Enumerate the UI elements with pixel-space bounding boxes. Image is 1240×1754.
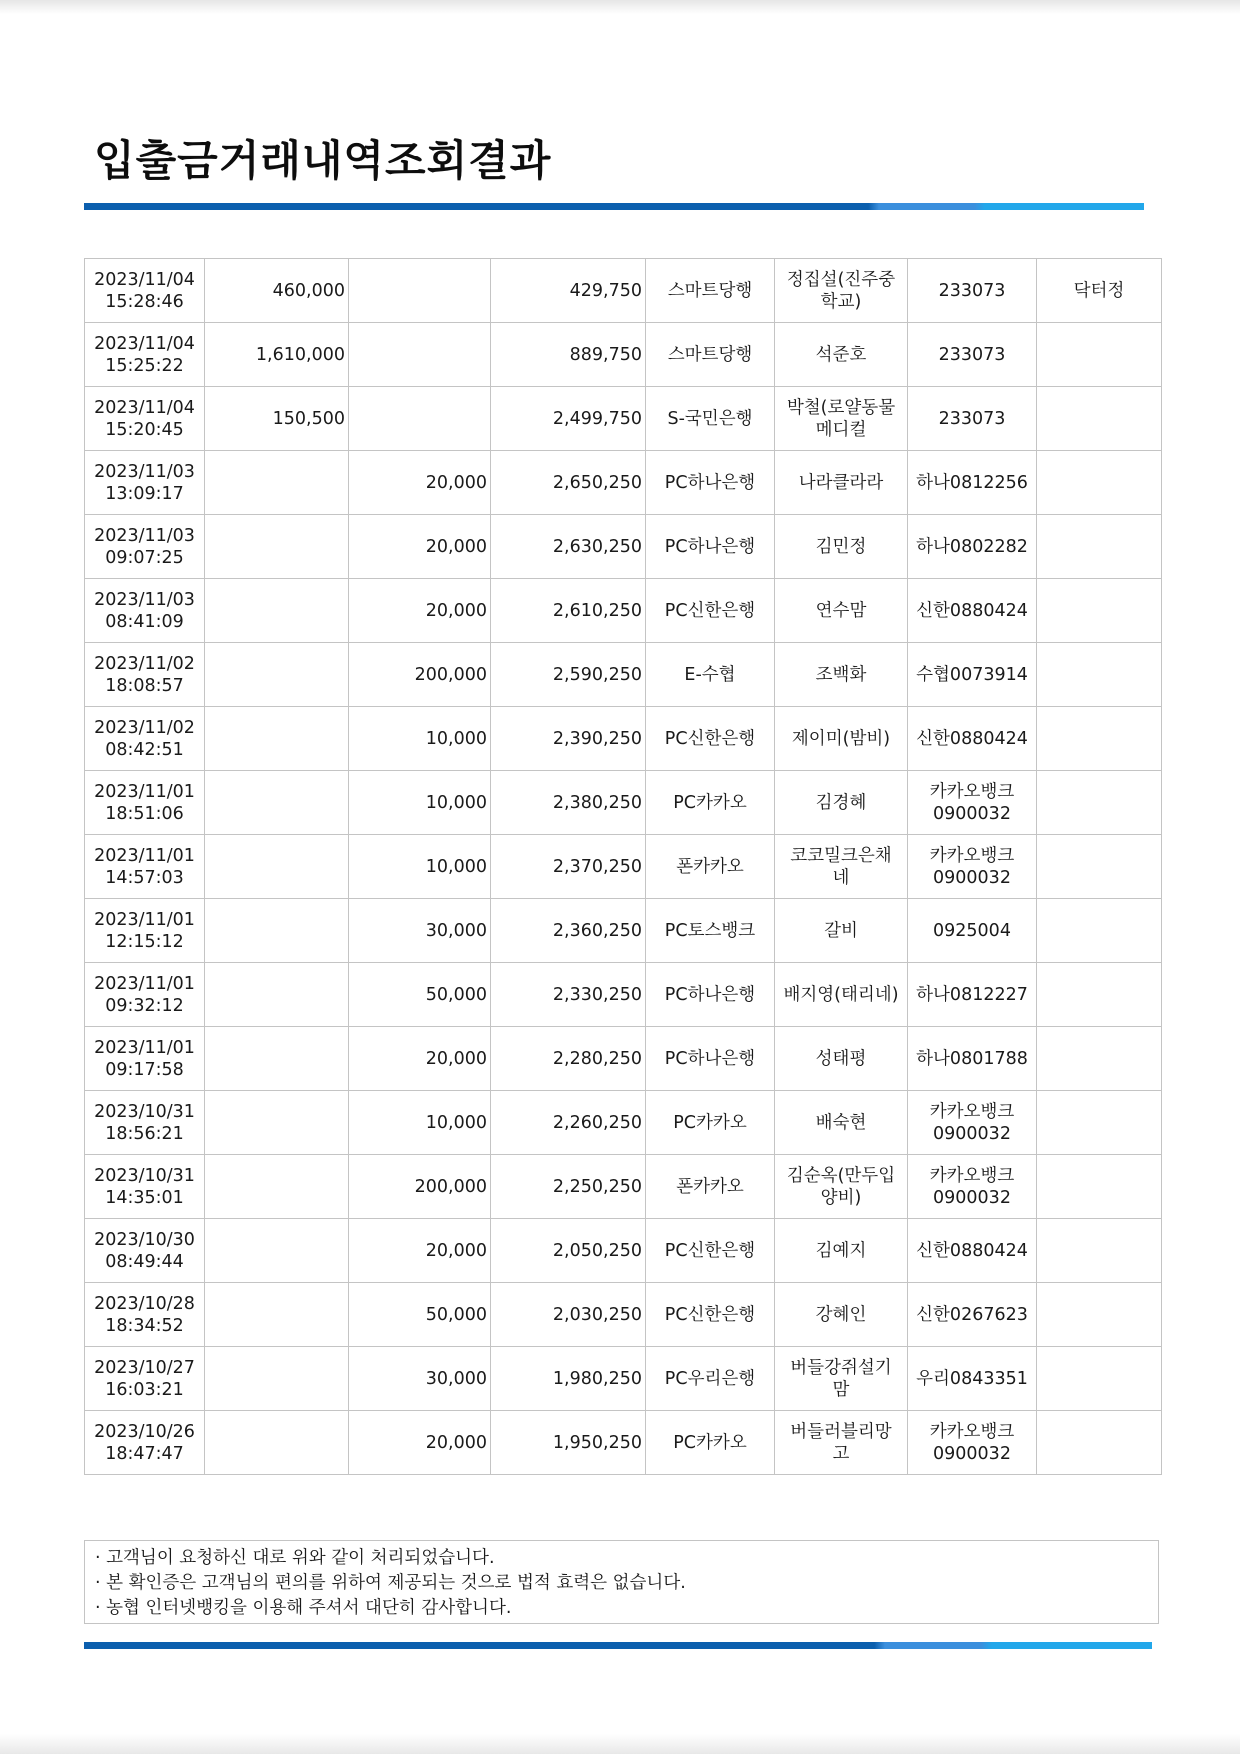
table-row: [85, 963, 1162, 1027]
cell-withdrawal: 10,000: [349, 707, 491, 771]
cell-deposit: [205, 515, 349, 579]
cell-account: 카카오뱅크 0900032: [908, 1411, 1037, 1475]
cell-counterparty: 박철(로얄동물 메디컬: [775, 387, 908, 451]
cell-datetime: 2023/11/04 15:25:22: [85, 323, 205, 387]
cell-channel: PC신한은행: [646, 707, 775, 771]
table-row: [85, 387, 1162, 451]
cell-counterparty: 김민정: [775, 515, 908, 579]
transaction-rows: [85, 259, 1162, 1475]
cell-deposit: [205, 643, 349, 707]
table-row: [85, 707, 1162, 771]
table-row: [85, 1155, 1162, 1219]
cell-withdrawal: 200,000: [349, 643, 491, 707]
cell-channel: 폰카카오: [646, 1155, 775, 1219]
cell-account: 신한0880424: [908, 707, 1037, 771]
cell-datetime: 2023/10/28 18:34:52: [85, 1283, 205, 1347]
cell-counterparty: 버들러블리망 고: [775, 1411, 908, 1475]
cell-memo: [1037, 515, 1162, 579]
cell-deposit: 460,000: [205, 259, 349, 323]
cell-memo: [1037, 1411, 1162, 1475]
cell-counterparty: 나라클라라: [775, 451, 908, 515]
cell-deposit: [205, 1155, 349, 1219]
cell-deposit: [205, 1347, 349, 1411]
cell-channel: PC우리은행: [646, 1347, 775, 1411]
cell-memo: [1037, 579, 1162, 643]
cell-memo: [1037, 1155, 1162, 1219]
table-row: [85, 451, 1162, 515]
cell-withdrawal: 20,000: [349, 1219, 491, 1283]
cell-deposit: [205, 1027, 349, 1091]
cell-account: 하나0802282: [908, 515, 1037, 579]
cell-balance: 2,370,250: [491, 835, 646, 899]
cell-balance: 2,610,250: [491, 579, 646, 643]
cell-memo: [1037, 963, 1162, 1027]
cell-channel: PC카카오: [646, 771, 775, 835]
cell-datetime: 2023/11/01 09:32:12: [85, 963, 205, 1027]
cell-account: 신한0267623: [908, 1283, 1037, 1347]
cell-balance: 2,280,250: [491, 1027, 646, 1091]
cell-memo: [1037, 323, 1162, 387]
cell-counterparty: 김순옥(만두입 양비): [775, 1155, 908, 1219]
cell-balance: 2,499,750: [491, 387, 646, 451]
notice-box: [84, 1540, 1159, 1624]
cell-channel: PC신한은행: [646, 1283, 775, 1347]
cell-account: 하나0812227: [908, 963, 1037, 1027]
cell-account: 신한0880424: [908, 579, 1037, 643]
cell-channel: PC하나은행: [646, 963, 775, 1027]
page-bottom-shadow: [0, 1734, 1240, 1754]
cell-deposit: [205, 1283, 349, 1347]
cell-deposit: 150,500: [205, 387, 349, 451]
cell-balance: 2,250,250: [491, 1155, 646, 1219]
table-row: [85, 1283, 1162, 1347]
cell-withdrawal: 10,000: [349, 835, 491, 899]
cell-memo: [1037, 1091, 1162, 1155]
cell-channel: 폰카카오: [646, 835, 775, 899]
cell-datetime: 2023/11/02 08:42:51: [85, 707, 205, 771]
table-row: [85, 1411, 1162, 1475]
cell-balance: 889,750: [491, 323, 646, 387]
table-row: [85, 323, 1162, 387]
cell-deposit: [205, 1091, 349, 1155]
table-row: [85, 899, 1162, 963]
notice-line: · 농협 인터넷뱅킹을 이용해 주셔서 대단히 감사합니다.: [95, 1598, 512, 1618]
cell-counterparty: 배지영(태리네): [775, 963, 908, 1027]
cell-datetime: 2023/11/04 15:20:45: [85, 387, 205, 451]
cell-account: 카카오뱅크 0900032: [908, 771, 1037, 835]
cell-counterparty: 강혜인: [775, 1283, 908, 1347]
page-title: 입출금거래내역조회결과: [94, 136, 552, 185]
cell-deposit: [205, 451, 349, 515]
cell-deposit: [205, 899, 349, 963]
cell-deposit: 1,610,000: [205, 323, 349, 387]
cell-counterparty: 성태평: [775, 1027, 908, 1091]
table-row: [85, 259, 1162, 323]
cell-balance: 2,590,250: [491, 643, 646, 707]
notice-line: · 본 확인증은 고객님의 편의를 위하여 제공되는 것으로 법적 효력은 없습니다.: [95, 1573, 686, 1593]
cell-balance: 1,980,250: [491, 1347, 646, 1411]
cell-withdrawal: 50,000: [349, 963, 491, 1027]
table-row: [85, 579, 1162, 643]
cell-datetime: 2023/10/27 16:03:21: [85, 1347, 205, 1411]
cell-withdrawal: 30,000: [349, 899, 491, 963]
cell-memo: [1037, 1219, 1162, 1283]
cell-datetime: 2023/11/03 09:07:25: [85, 515, 205, 579]
cell-balance: 1,950,250: [491, 1411, 646, 1475]
cell-balance: 2,630,250: [491, 515, 646, 579]
cell-memo: [1037, 387, 1162, 451]
cell-channel: PC카카오: [646, 1091, 775, 1155]
cell-account: 하나0801788: [908, 1027, 1037, 1091]
cell-memo: [1037, 707, 1162, 771]
cell-deposit: [205, 963, 349, 1027]
cell-counterparty: 조백화: [775, 643, 908, 707]
cell-datetime: 2023/11/03 13:09:17: [85, 451, 205, 515]
cell-memo: 닥터정: [1037, 259, 1162, 323]
cell-balance: 2,390,250: [491, 707, 646, 771]
cell-withdrawal: 30,000: [349, 1347, 491, 1411]
cell-withdrawal: 10,000: [349, 1091, 491, 1155]
cell-withdrawal: 20,000: [349, 579, 491, 643]
cell-datetime: 2023/10/31 18:56:21: [85, 1091, 205, 1155]
transaction-table: [84, 258, 1162, 1475]
cell-channel: PC신한은행: [646, 579, 775, 643]
table-row: [85, 643, 1162, 707]
cell-channel: PC하나은행: [646, 515, 775, 579]
cell-counterparty: 코코밀크은채 네: [775, 835, 908, 899]
cell-deposit: [205, 1411, 349, 1475]
cell-withdrawal: 20,000: [349, 1411, 491, 1475]
cell-datetime: 2023/11/01 12:15:12: [85, 899, 205, 963]
cell-account: 233073: [908, 323, 1037, 387]
cell-counterparty: 정집설(진주중 학교): [775, 259, 908, 323]
cell-datetime: 2023/11/02 18:08:57: [85, 643, 205, 707]
cell-counterparty: 제이미(밤비): [775, 707, 908, 771]
table-row: [85, 835, 1162, 899]
cell-balance: 2,360,250: [491, 899, 646, 963]
cell-withdrawal: [349, 387, 491, 451]
cell-channel: S-국민은행: [646, 387, 775, 451]
cell-counterparty: 배숙현: [775, 1091, 908, 1155]
cell-withdrawal: 200,000: [349, 1155, 491, 1219]
cell-account: 0925004: [908, 899, 1037, 963]
cell-channel: E-수협: [646, 643, 775, 707]
cell-counterparty: 석준호: [775, 323, 908, 387]
cell-account: 카카오뱅크 0900032: [908, 1155, 1037, 1219]
footer-divider: [84, 1642, 1152, 1649]
cell-memo: [1037, 1027, 1162, 1091]
cell-withdrawal: 10,000: [349, 771, 491, 835]
table-row: [85, 515, 1162, 579]
cell-account: 카카오뱅크 0900032: [908, 1091, 1037, 1155]
cell-deposit: [205, 771, 349, 835]
notice-line: · 고객님이 요청하신 대로 위와 같이 처리되었습니다.: [95, 1548, 495, 1568]
cell-memo: [1037, 899, 1162, 963]
cell-counterparty: 갈비: [775, 899, 908, 963]
cell-memo: [1037, 451, 1162, 515]
cell-balance: 2,030,250: [491, 1283, 646, 1347]
cell-channel: PC카카오: [646, 1411, 775, 1475]
table-row: [85, 771, 1162, 835]
cell-memo: [1037, 835, 1162, 899]
cell-channel: PC하나은행: [646, 451, 775, 515]
cell-datetime: 2023/10/30 08:49:44: [85, 1219, 205, 1283]
cell-datetime: 2023/11/03 08:41:09: [85, 579, 205, 643]
cell-withdrawal: 50,000: [349, 1283, 491, 1347]
cell-channel: PC토스뱅크: [646, 899, 775, 963]
cell-datetime: 2023/11/04 15:28:46: [85, 259, 205, 323]
cell-balance: 2,330,250: [491, 963, 646, 1027]
cell-datetime: 2023/11/01 14:57:03: [85, 835, 205, 899]
cell-account: 233073: [908, 259, 1037, 323]
page-top-shadow: [0, 0, 1240, 14]
cell-memo: [1037, 1347, 1162, 1411]
cell-withdrawal: 20,000: [349, 515, 491, 579]
cell-withdrawal: [349, 323, 491, 387]
cell-counterparty: 김경혜: [775, 771, 908, 835]
cell-channel: 스마트당행: [646, 259, 775, 323]
cell-memo: [1037, 1283, 1162, 1347]
title-divider: [84, 203, 1144, 210]
table-row: [85, 1027, 1162, 1091]
cell-counterparty: 버들강쥐설기 맘: [775, 1347, 908, 1411]
cell-account: 하나0812256: [908, 451, 1037, 515]
cell-account: 우리0843351: [908, 1347, 1037, 1411]
cell-withdrawal: 20,000: [349, 451, 491, 515]
cell-counterparty: 연수맘: [775, 579, 908, 643]
cell-balance: 2,650,250: [491, 451, 646, 515]
cell-deposit: [205, 707, 349, 771]
table-row: [85, 1219, 1162, 1283]
cell-datetime: 2023/10/31 14:35:01: [85, 1155, 205, 1219]
cell-memo: [1037, 643, 1162, 707]
cell-memo: [1037, 771, 1162, 835]
cell-balance: 2,050,250: [491, 1219, 646, 1283]
cell-account: 신한0880424: [908, 1219, 1037, 1283]
cell-balance: 2,260,250: [491, 1091, 646, 1155]
table-row: [85, 1091, 1162, 1155]
cell-balance: 2,380,250: [491, 771, 646, 835]
cell-datetime: 2023/11/01 09:17:58: [85, 1027, 205, 1091]
cell-withdrawal: [349, 259, 491, 323]
cell-withdrawal: 20,000: [349, 1027, 491, 1091]
cell-deposit: [205, 579, 349, 643]
cell-channel: PC신한은행: [646, 1219, 775, 1283]
cell-deposit: [205, 835, 349, 899]
cell-channel: PC하나은행: [646, 1027, 775, 1091]
cell-datetime: 2023/11/01 18:51:06: [85, 771, 205, 835]
cell-counterparty: 김예지: [775, 1219, 908, 1283]
cell-deposit: [205, 1219, 349, 1283]
cell-account: 233073: [908, 387, 1037, 451]
table-row: [85, 1347, 1162, 1411]
cell-channel: 스마트당행: [646, 323, 775, 387]
cell-account: 수협0073914: [908, 643, 1037, 707]
cell-account: 카카오뱅크 0900032: [908, 835, 1037, 899]
cell-balance: 429,750: [491, 259, 646, 323]
cell-datetime: 2023/10/26 18:47:47: [85, 1411, 205, 1475]
